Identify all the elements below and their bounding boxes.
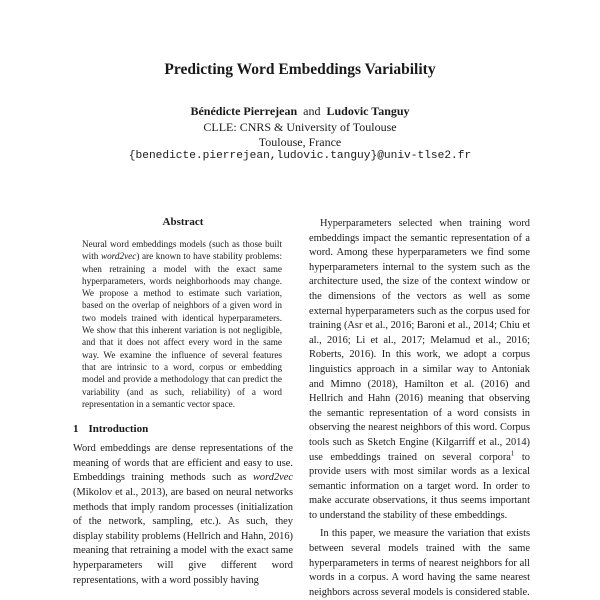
affiliation: CLLE: CNRS & University of Toulouse xyxy=(203,120,397,134)
right-paragraph-1 xyxy=(309,217,530,523)
paper-title: Predicting Word Embeddings Variability xyxy=(164,61,436,78)
right-p1-text: Hyperparameters selected when training word embeddings impact the semantic representation of a word. Among these hyperparameters we find some hyperparameters internal to the system such as the architecture used, the size of the context window or the dimensions of the vectors as well as some external hyperparameters such as the corpus used for training (Asr et al., 2016; Baroni et al., 2014; Chiu et al., 2016; Li et al., 2017; Melamud et al., 2016; Roberts, 2016). In this work, we adopt a corpus linguistics approach in a similar way to Antoniak and Mimno (2018), Hamilton et al. (2016) and Hellrich and Hahn (2016) meaning that observing the semantic representation of a word consists in observing the nearest neighbors of this word. Corpus tools such as Sketch Engine (Kilgarriff et al., 2014) use embeddings trained on several corpora xyxy=(309,218,530,463)
intro-text-part2: (Mikolov et al., 2013), are based on neural networks methods that imply random processes (initialization of the network, sampling, etc.). As such, they display stability problems (Hellrich and Hahn, 2016) meaning that retraining a model with the exact same hyperparameters will give different word representations, with a word possibly having xyxy=(73,486,293,586)
abstract-heading: Abstract xyxy=(162,216,204,228)
left-column xyxy=(73,216,293,588)
author-1: Bénédicte Pierrejean xyxy=(190,104,298,118)
abstract-text xyxy=(82,238,282,410)
right-paragraph-2: In this paper, we measure the variation that exists between several models trained with the same hyperparameters in terms of nearest neighbors for all words in a corpus. A word having the same nearest neighbors across several models is considered stable. xyxy=(309,528,530,598)
author-line xyxy=(0,104,600,119)
abstract-text-part1: Neural word embeddings models (such as those built with xyxy=(82,239,282,262)
intro-word2vec: word2vec xyxy=(252,472,293,484)
right-column xyxy=(309,217,530,600)
location: Toulouse, France xyxy=(258,135,342,149)
intro-text-part1: Word embeddings are dense representations of the meaning of words that are efficient and easy to use. Embeddings training methods such as xyxy=(73,443,293,484)
abstract-word2vec: word2vec xyxy=(100,251,137,262)
section-title: Introduction xyxy=(88,423,149,436)
section-number: 1 xyxy=(73,423,79,436)
introduction-paragraph xyxy=(73,442,293,588)
abstract-text-part2: ) are known to have stability problems: when retraining a model with the exact same hyperparameters, words neighborhoods may change. We propose a method to estimate such variation, based on the overlap of neighbors of a given word in two models trained with identical hyperparameters. We show that this inherent variation is not negligible, and that it does not affect every word in the same way. We examine the influence of several features that are intrinsic to a word, corpus or embedding model and provide a methodology that can predict the variability (and as such, reliability) of a word representation in a semantic vector space. xyxy=(82,251,283,409)
author-separator: and xyxy=(303,104,321,118)
section-heading-introduction xyxy=(73,422,293,436)
right-p1-end: to provide users with most similar words as a lexical semantic information on a target word. In order to make accurate observations, it thus seems important to understand the stability of these embeddings. xyxy=(309,451,530,521)
email-addresses: {benedicte.pierrejean,ludovic.tanguy}@univ-tlse2.fr xyxy=(128,150,472,162)
footnote-marker: 1 xyxy=(510,449,515,458)
author-2: Ludovic Tanguy xyxy=(326,104,410,118)
